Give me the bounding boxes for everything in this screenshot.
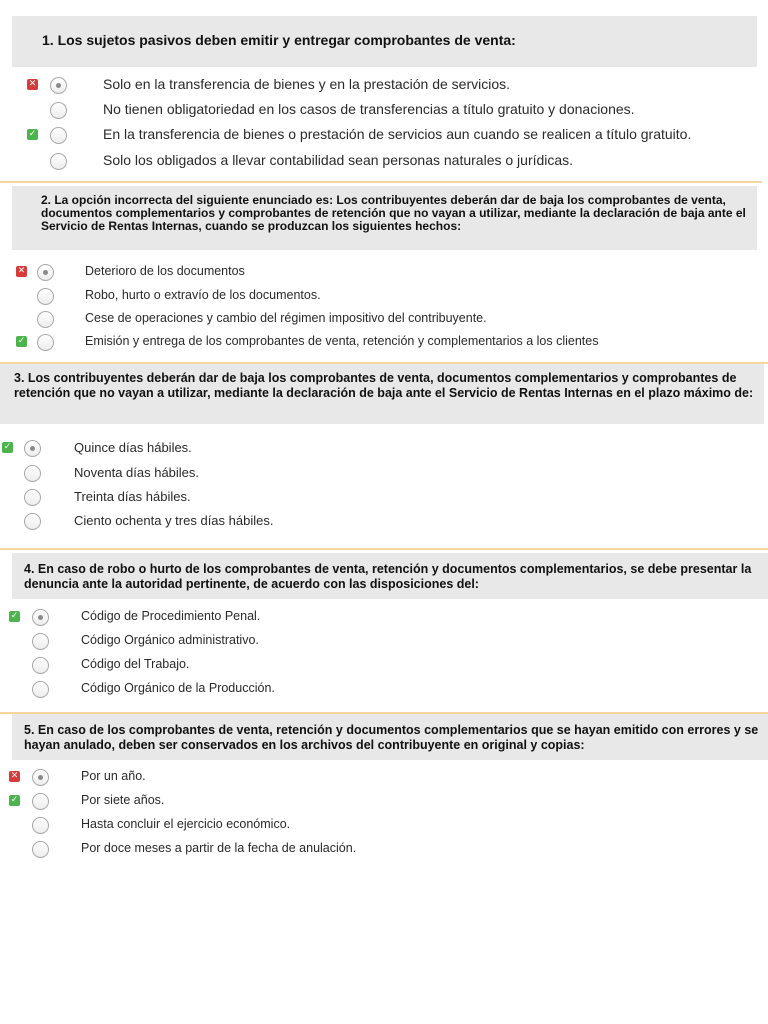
answer-option-label: Noventa días hábiles. bbox=[74, 464, 200, 480]
answer-radio[interactable] bbox=[32, 841, 49, 858]
answer-option-label: Código Orgánico administrativo. bbox=[81, 632, 259, 647]
answer-option-label: Código del Trabajo. bbox=[81, 656, 190, 671]
answer-option-label: Cese de operaciones y cambio del régimen impositivo del contribuyente. bbox=[85, 310, 487, 325]
answer-radio[interactable] bbox=[24, 440, 41, 457]
answer-option-label: Por siete años. bbox=[81, 792, 165, 807]
x-mark-icon: ✕ bbox=[28, 79, 37, 89]
x-mark-icon: ✕ bbox=[10, 771, 19, 781]
answer-radio[interactable] bbox=[32, 817, 49, 834]
answer-radio[interactable] bbox=[37, 311, 54, 328]
answer-option-label: Ciento ochenta y tres días hábiles. bbox=[74, 512, 274, 528]
answer-radio[interactable] bbox=[24, 465, 41, 482]
answer-option-label: Deterioro de los documentos bbox=[85, 263, 245, 278]
answer-option-label: Hasta concluir el ejercicio económico. bbox=[81, 816, 291, 831]
answer-radio[interactable] bbox=[37, 288, 54, 305]
check-mark-icon: ✓ bbox=[10, 795, 19, 805]
answer-radio[interactable] bbox=[24, 489, 41, 506]
check-mark-icon: ✓ bbox=[17, 336, 26, 346]
answer-option-label: En la transferencia de bienes o prestación de servicios aun cuando se realicen a título gratuito. bbox=[103, 125, 692, 142]
answer-radio[interactable] bbox=[32, 657, 49, 674]
answer-radio[interactable] bbox=[24, 513, 41, 530]
question-title: 5. En caso de los comprobantes de venta, retención y documentos complementarios que se hayan emitido con errores y se hayan anulado, deben ser conservados en los archivos del contribuyente en original y copias: bbox=[12, 714, 768, 760]
x-mark-icon: ✕ bbox=[17, 266, 26, 276]
answer-option-label: Código de Procedimiento Penal. bbox=[81, 608, 261, 623]
answer-radio[interactable] bbox=[37, 334, 54, 351]
answer-radio[interactable] bbox=[32, 681, 49, 698]
answer-option-label: Código Orgánico de la Producción. bbox=[81, 680, 275, 695]
question-title: 4. En caso de robo o hurto de los comprobantes de venta, retención y documentos complementarios, se debe presentar la denuncia ante la autoridad pertinente, de acuerdo con las disposiciones del: bbox=[12, 553, 768, 599]
answer-option-label: Emisión y entrega de los comprobantes de venta, retención y complementarios a los clientes bbox=[85, 333, 599, 348]
question-title: 3. Los contribuyentes deberán dar de baja los comprobantes de venta, documentos complementarios y comprobantes de retención que no vayan a utilizar, mediante la declaración de baja ante el Servicio de Rentas Internas en el plazo máximo de: bbox=[0, 364, 764, 424]
check-mark-icon: ✓ bbox=[3, 442, 12, 452]
answer-option-label: Robo, hurto o extravío de los documentos. bbox=[85, 287, 321, 302]
answer-option-label: Quince días hábiles. bbox=[74, 439, 192, 455]
answer-radio[interactable] bbox=[32, 633, 49, 650]
answer-radio[interactable] bbox=[50, 127, 67, 144]
answer-radio[interactable] bbox=[50, 102, 67, 119]
question-title: 1. Los sujetos pasivos deben emitir y entregar comprobantes de venta: bbox=[12, 16, 757, 67]
question-separator bbox=[0, 548, 768, 550]
answer-radio[interactable] bbox=[32, 793, 49, 810]
question-separator bbox=[0, 181, 762, 183]
answer-option-label: Solo los obligados a llevar contabilidad sean personas naturales o jurídicas. bbox=[103, 151, 574, 168]
answer-option-label: Treinta días hábiles. bbox=[74, 488, 191, 504]
answer-option-label: Por un año. bbox=[81, 768, 146, 783]
question-title: 2. La opción incorrecta del siguiente enunciado es: Los contribuyentes deberán dar de baja los comprobantes de venta, documentos complementarios y comprobantes de retención que no vayan a utilizar, mediante la declaración de baja ante el Servicio de Rentas Internas, cuando se produzcan los siguientes hechos: bbox=[12, 186, 757, 250]
answer-radio[interactable] bbox=[32, 609, 49, 626]
check-mark-icon: ✓ bbox=[28, 129, 37, 139]
answer-radio[interactable] bbox=[32, 769, 49, 786]
answer-radio[interactable] bbox=[37, 264, 54, 281]
answer-option-label: No tienen obligatoriedad en los casos de transferencias a título gratuito y donaciones. bbox=[103, 100, 635, 117]
answer-option-label: Solo en la transferencia de bienes y en la prestación de servicios. bbox=[103, 75, 511, 92]
answer-option-label: Por doce meses a partir de la fecha de anulación. bbox=[81, 840, 357, 855]
answer-radio[interactable] bbox=[50, 153, 67, 170]
answer-radio[interactable] bbox=[50, 77, 67, 94]
check-mark-icon: ✓ bbox=[10, 611, 19, 621]
